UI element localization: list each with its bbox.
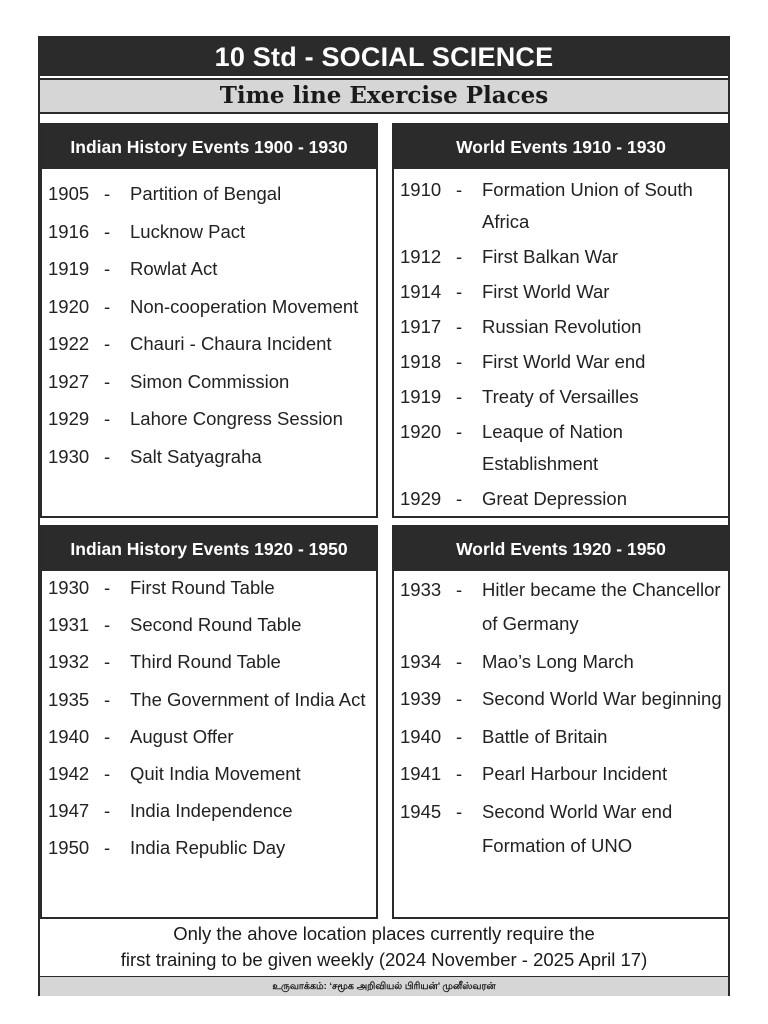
event-separator: - (456, 421, 463, 442)
panel-indian-history-1920-1950 (40, 525, 378, 919)
event-row (400, 645, 724, 679)
event-separator: - (456, 725, 463, 747)
event-description: Lahore Congress Session (130, 408, 343, 429)
event-description: Salt Satyagraha (130, 445, 262, 467)
event-description: Partition of Bengal (130, 183, 282, 204)
event-row (48, 215, 372, 249)
event-year: 1914 (400, 281, 442, 302)
event-description: Second World War end Formation of UNO (482, 800, 673, 856)
panel-indian-history-1900-1930 (40, 123, 378, 518)
event-separator: - (104, 725, 111, 747)
event-row (400, 483, 724, 515)
event-separator: - (456, 351, 463, 372)
event-row (48, 402, 372, 436)
event-year: 1905 (48, 183, 90, 204)
event-separator: - (456, 179, 463, 200)
event-row (400, 757, 724, 791)
event-separator: - (104, 651, 111, 673)
event-description: Great Depression (482, 488, 627, 509)
event-row (48, 252, 372, 286)
event-row (400, 682, 724, 716)
event-description: Leaque of Nation Establishment (482, 421, 623, 474)
event-year: 1935 (48, 688, 90, 710)
event-description: Formation Union of South Africa (482, 179, 693, 232)
event-description: India Republic Day (130, 837, 286, 859)
event-year: 1939 (400, 688, 442, 709)
event-description: First World War end (482, 351, 646, 372)
event-description: Pearl Harbour Incident (482, 763, 668, 784)
event-row (48, 683, 372, 717)
event-row (48, 831, 372, 865)
event-year: 1918 (400, 351, 442, 372)
event-separator: - (104, 333, 111, 354)
event-row (400, 795, 724, 863)
event-description: Second World War beginning (482, 688, 722, 709)
footer-note-line-2: first training to be given weekly (2024 November - 2025 April 17) (120, 949, 648, 970)
event-description: Mao’s Long March (482, 650, 634, 672)
event-year: 1916 (48, 220, 90, 242)
panel-heading: Indian History Events 1920 - 1950 (42, 527, 376, 571)
event-row (400, 311, 724, 343)
event-year: 1920 (48, 295, 90, 317)
event-description: Simon Commission (130, 370, 290, 392)
event-year: 1940 (48, 725, 90, 747)
event-separator: - (456, 316, 463, 337)
event-row (400, 416, 724, 480)
event-year: 1910 (400, 179, 442, 200)
event-separator: - (104, 220, 111, 242)
event-year: 1941 (400, 763, 442, 784)
event-year: 1912 (400, 246, 442, 267)
event-separator: - (104, 370, 111, 392)
credit-line: உருவாக்கம்: ‘சமூக அறிவியல் பிரியன்’ முனீஸ்வரன் (40, 976, 728, 996)
event-description: Chauri - Chaura Incident (130, 333, 332, 354)
event-separator: - (104, 688, 111, 710)
panel-world-events-1920-1950 (392, 525, 730, 919)
event-row (400, 276, 724, 308)
event-separator: - (456, 650, 463, 672)
event-description: Hitler became the Chancellor of Germany (482, 579, 721, 634)
event-row (400, 720, 724, 754)
panel-heading: Indian History Events 1900 - 1930 (42, 125, 376, 169)
event-description: Lucknow Pact (130, 220, 246, 242)
event-year: 1929 (400, 488, 442, 509)
event-year: 1945 (400, 800, 442, 822)
event-separator: - (104, 614, 111, 636)
event-year: 1947 (48, 800, 90, 822)
event-separator: - (104, 762, 111, 784)
event-separator: - (456, 688, 463, 709)
event-description: Non-cooperation Movement (130, 295, 359, 317)
event-row (48, 571, 372, 605)
timeline-sheet (38, 36, 730, 996)
event-row (48, 720, 372, 754)
event-description: India Independence (130, 800, 293, 822)
event-year: 1942 (48, 762, 90, 784)
event-row (400, 241, 724, 273)
event-separator: - (456, 800, 463, 822)
event-description: Treaty of Versailles (482, 386, 639, 407)
footer-note (40, 921, 728, 973)
event-row (48, 645, 372, 679)
event-year: 1919 (400, 386, 442, 407)
event-description: First World War (482, 281, 610, 302)
event-separator: - (104, 408, 111, 429)
panel-heading: World Events 1920 - 1950 (394, 527, 728, 571)
event-year: 1919 (48, 258, 90, 279)
event-year: 1929 (48, 408, 90, 429)
event-separator: - (456, 579, 463, 600)
event-description: First Balkan War (482, 246, 619, 267)
event-year: 1920 (400, 421, 442, 442)
footer-note-line-1: Only the ahove location places currently require the (173, 923, 595, 944)
event-description: Third Round Table (130, 651, 281, 673)
event-separator: - (456, 246, 463, 267)
event-row (400, 346, 724, 378)
event-separator: - (104, 295, 111, 317)
event-description: Battle of Britain (482, 725, 608, 747)
event-list (42, 571, 376, 865)
event-separator: - (104, 800, 111, 822)
event-year: 1930 (48, 577, 90, 598)
event-row (48, 794, 372, 828)
event-separator: - (456, 386, 463, 407)
page-subtitle: Time line Exercise Places (40, 78, 728, 114)
event-year: 1927 (48, 370, 90, 392)
event-year: 1922 (48, 333, 90, 354)
event-row (48, 290, 372, 324)
event-year: 1932 (48, 651, 90, 673)
event-list (394, 169, 728, 515)
event-year: 1931 (48, 614, 90, 636)
event-description: Rowlat Act (130, 258, 218, 279)
panel-world-events-1910-1930 (392, 123, 730, 518)
event-separator: - (456, 488, 463, 509)
event-row (48, 757, 372, 791)
event-separator: - (104, 258, 111, 279)
event-description: The Government of India Act (130, 688, 366, 710)
event-description: Quit India Movement (130, 762, 301, 784)
event-row (400, 573, 724, 641)
event-separator: - (104, 577, 111, 598)
panel-heading: World Events 1910 - 1930 (394, 125, 728, 169)
event-row (48, 177, 372, 211)
event-row (48, 365, 372, 399)
event-description: First Round Table (130, 577, 275, 598)
page-title: 10 Std - SOCIAL SCIENCE (40, 38, 728, 76)
event-row (48, 440, 372, 474)
event-year: 1917 (400, 316, 442, 337)
event-separator: - (456, 281, 463, 302)
event-year: 1950 (48, 837, 90, 859)
event-row (48, 327, 372, 361)
event-row (48, 608, 372, 642)
event-separator: - (104, 183, 111, 204)
event-list (42, 169, 376, 474)
event-separator: - (104, 445, 111, 467)
event-year: 1940 (400, 725, 442, 747)
event-year: 1934 (400, 650, 442, 672)
event-description: Russian Revolution (482, 316, 642, 337)
event-separator: - (104, 837, 111, 859)
event-list (394, 571, 728, 863)
event-separator: - (456, 763, 463, 784)
event-description: August Offer (130, 725, 234, 747)
event-year: 1930 (48, 445, 90, 467)
event-row (400, 381, 724, 413)
event-row (400, 174, 724, 238)
event-year: 1933 (400, 579, 442, 600)
event-description: Second Round Table (130, 614, 302, 636)
